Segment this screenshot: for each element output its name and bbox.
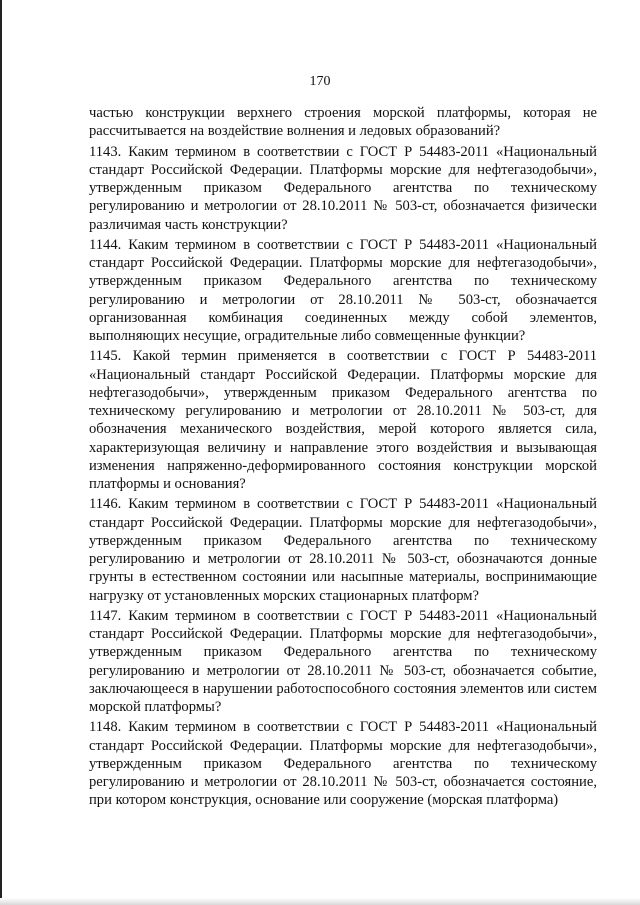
question-1145: 1145. Какой термин применяется в соответствии с ГОСТ Р 54483-2011 «Национальный стандарт Российской Федерации. Платформы морские для нефтегазодобычи», утвержденным приказом Федерального агентства по техническому регулированию и метрологии от 28.10.2011 № 503-ст, для обозначения механического воздействия, мерой которого является сила, характеризующая величину и направление этого воздействия и вызывающая изменения напряженно-деформированного состояния конструкции морской платформы и основания? [89,348,597,492]
document-body [89,104,597,812]
question-1143: 1143. Каким термином в соответствии с ГОСТ Р 54483-2011 «Национальный стандарт Российской Федерации. Платформы морские для нефтегазодобычи», утвержденным приказом Федерального агентства по техническому регулированию и метрологии от 28.10.2011 № 503-ст, обозначается физически различимая часть конструкции? [89,143,597,233]
question-continuation: частью конструкции верхнего строения морской платформы, которая не рассчитывается на воздействие волнения и ледовых образований? [89,105,597,140]
question-1148: 1148. Каким термином в соответствии с ГОСТ Р 54483-2011 «Национальный стандарт Российской Федерации. Платформы морские для нефтегазодобычи», утвержденным приказом Федерального агентства по техническому регулированию и метрологии от 28.10.2011 № 503-ст, обозначается состояние, при котором конструкция, основание или сооружение (морская платформа) [89,719,597,809]
scan-bottom-edge [0,898,640,905]
question-1147: 1147. Каким термином в соответствии с ГОСТ Р 54483-2011 «Национальный стандарт Российской Федерации. Платформы морские для нефтегазодобычи», утвержденным приказом Федерального агентства по техническому регулированию и метрологии от 28.10.2011 № 503-ст, обозначается событие, заключающееся в нарушении работоспособного состояния элементов или систем морской платформы? [89,607,597,715]
question-1146: 1146. Каким термином в соответствии с ГОСТ Р 54483-2011 «Национальный стандарт Российской Федерации. Платформы морские для нефтегазодобычи», утвержденным приказом Федерального агентства по техническому регулированию и метрологии от 28.10.2011 № 503-ст, обозначаются донные грунты в естественном состоянии или насыпные материалы, воспринимающие нагрузку от установленных морских стационарных платформ? [89,496,597,604]
scan-left-edge [0,0,2,905]
question-1144: 1144. Каким термином в соответствии с ГОСТ Р 54483-2011 «Национальный стандарт Российской Федерации. Платформы морские для нефтегазодобычи», утвержденным приказом Федерального агентства по техническому регулированию и метрологии от 28.10.2011 № 503-ст, обозначается организованная комбинация соединенных между собой элементов, выполняющих несущие, оградительные либо совмещенные функции? [89,236,597,344]
page-number: 170 [309,74,331,89]
